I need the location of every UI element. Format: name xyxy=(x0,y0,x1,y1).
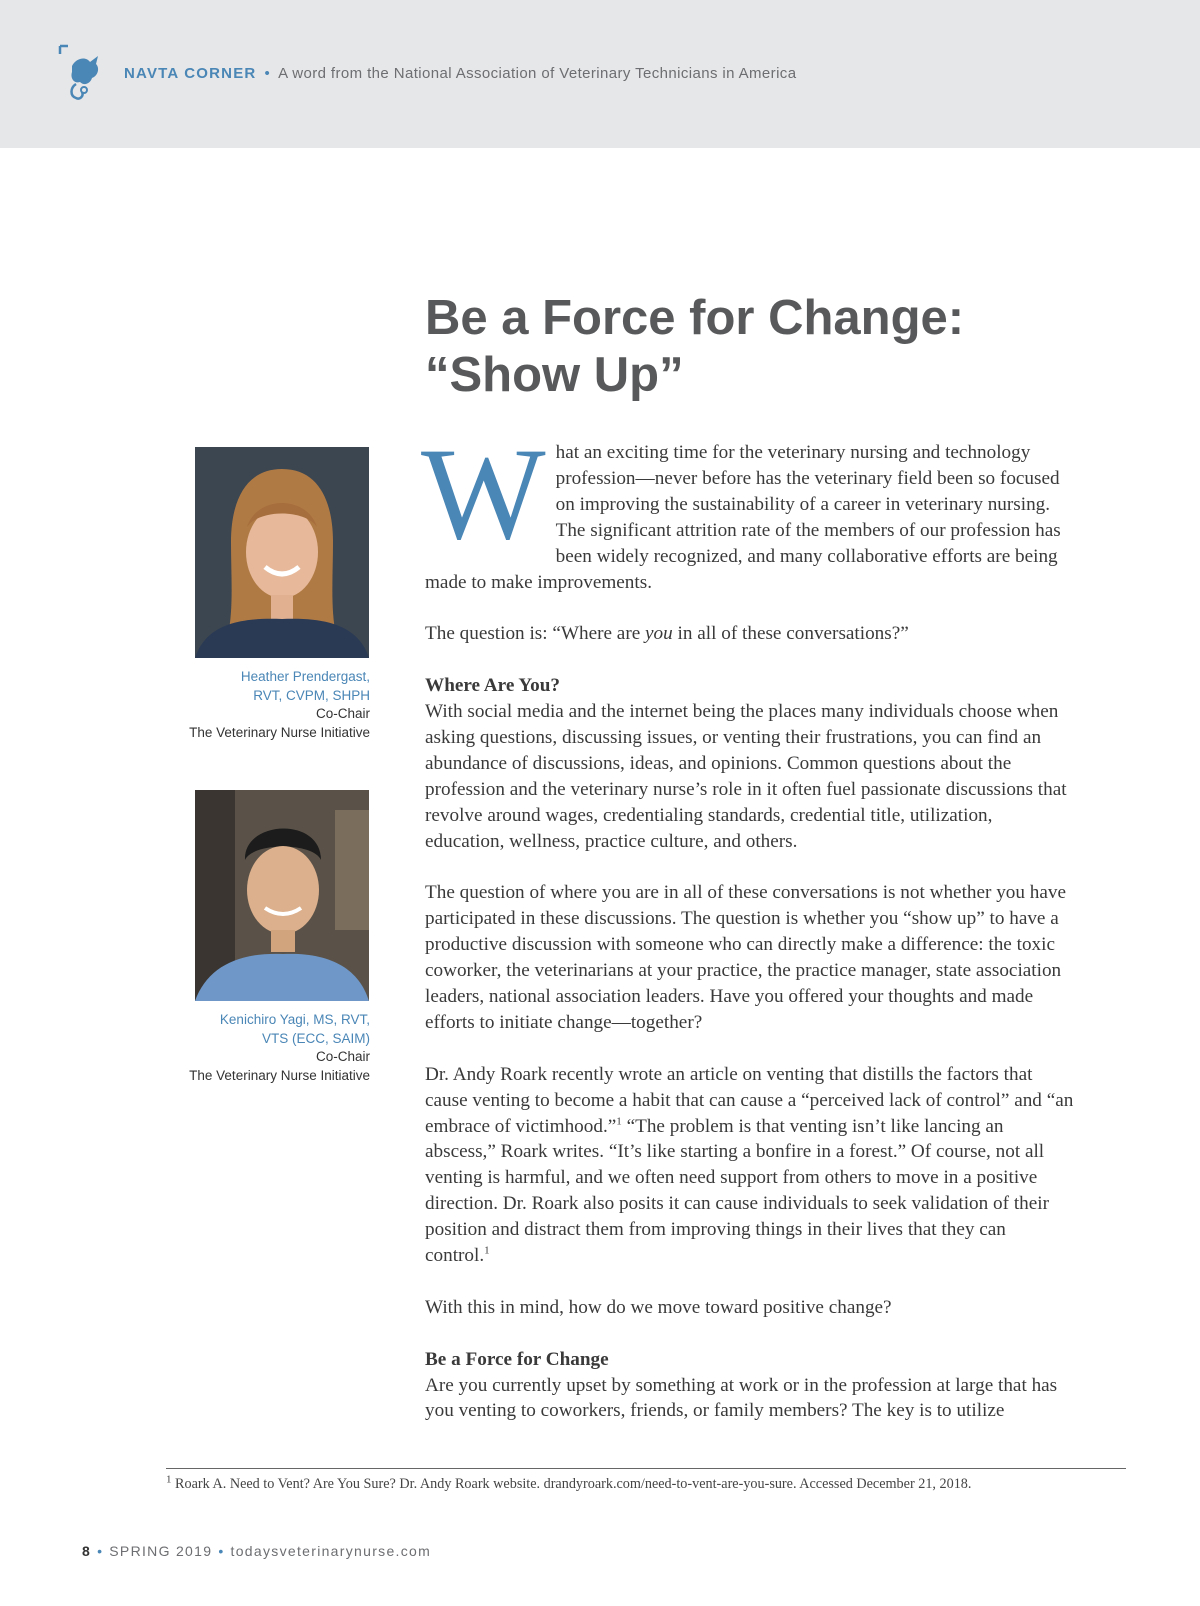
bio-org: The Veterinary Nurse Initiative xyxy=(189,1067,370,1083)
bio-role: Co-Chair xyxy=(315,1049,370,1064)
bio-role: Co-Chair xyxy=(315,706,370,721)
footnote-ref: 1 xyxy=(484,1244,490,1257)
issue-label: SPRING 2019 xyxy=(109,1543,213,1559)
heading-force-for-change: Be a Force for Change xyxy=(425,1348,609,1370)
page-footer xyxy=(82,1543,431,1559)
intro-text: hat an exciting time for the veterinary nursing and technology profession—never before has the veterinary field been so focused on improving the sustainability of a career in veterinary nursing. The significant attrition rate of the members of our profession has been widely recognized, and many collaborative efforts are being made to make improvements. xyxy=(425,442,1061,593)
author-photo-kenichiro xyxy=(195,790,369,1001)
question-emphasis: you xyxy=(645,623,673,645)
title-line-1: Be a Force for Change: xyxy=(425,291,965,345)
question-text-a: The question is: “Where are xyxy=(425,623,646,645)
roark-text-a: Dr. Andy Roark recently wrote an article on venting that distills the factors that cause venting to become a habit that can cause a “perceived lack of control” and “an embrace of victimhood.” xyxy=(425,1063,1074,1137)
header-band xyxy=(0,0,1200,148)
heading-where-are-you: Where Are You? xyxy=(425,675,561,697)
footnote-divider xyxy=(166,1468,1126,1469)
paragraph-roark xyxy=(425,1062,1075,1269)
paragraph-show-up: The question of where you are in all of these conversations is not whether you have participated in these discussions. The question is whether you “show up” to have a productive discussion with someone who can directly make a difference: the toxic coworker, the veterinarians at your practice, the practice manager, state association leaders, national association leaders. Have you offered your thoughts and made efforts to initiate change—together? xyxy=(425,882,1066,1033)
footnote-marker: 1 xyxy=(166,1473,172,1486)
question-paragraph xyxy=(425,621,1075,647)
footer-bullet: • xyxy=(218,1543,225,1559)
question-text-b: in all of these conversations?” xyxy=(672,623,909,645)
paragraph-social-media: With social media and the internet being the places many individuals choose when asking questions, discussing issues, or venting their frustrations, you can find an abundance of discussions, ideas, and opinions. Common questions about the profession and the veterinary nurse’s role in it often fuel passionate discussions that revolve around wages, credentialing standards, credential title, utilization, education, wellness, practice culture, and others. xyxy=(425,701,1067,852)
article-body xyxy=(421,420,1075,1450)
author-photo-heather xyxy=(195,447,369,658)
navta-corner-label: NAVTA CORNER xyxy=(124,65,257,82)
bio-name-line-1: Kenichiro Yagi, MS, RVT, xyxy=(219,1012,370,1027)
footnote xyxy=(166,1473,1126,1493)
drop-cap: W xyxy=(421,420,546,567)
footnote-text: Roark A. Need to Vent? Are You Sure? Dr. Andy Roark website. drandyroark.com/need-to-vent-are-you-sure. Accessed December 21, 2018. xyxy=(171,1476,972,1492)
footnote-ref: 1 xyxy=(616,1115,622,1128)
navta-logo-icon xyxy=(58,44,108,102)
footer-bullet: • xyxy=(97,1543,104,1559)
title-line-2: “Show Up” xyxy=(425,348,684,402)
header-tagline: A word from the National Association of Veterinary Technicians in America xyxy=(278,65,797,82)
bio-name-line-1: Heather Prendergast, xyxy=(240,669,370,684)
header-bullet: • xyxy=(264,65,271,82)
bio-name-line-2: VTS (ECC, SAIM) xyxy=(261,1030,370,1046)
paragraph-positive-change: With this in mind, how do we move toward positive change? xyxy=(425,1296,892,1318)
article-title xyxy=(425,290,1145,404)
page-number: 8 xyxy=(82,1543,92,1559)
paragraph-utilize: Are you currently upset by something at work or in the profession at large that has you venting to coworkers, friends, or family members? The key is to utilize xyxy=(425,1374,1058,1422)
bio-kenichiro xyxy=(150,1011,370,1085)
roark-text-b: “The problem is that venting isn’t like lancing an abscess,” Roark writes. “It’s like starting a bonfire in a forest.” Of course, not all venting is harmful, and we often need support from others to move in a positive direction. Dr. Roark also posits it can cause individuals to seek validation of their position and distract them from improving things in their lives that they can control. xyxy=(425,1115,1049,1267)
bio-name-line-2: RVT, CVPM, SHPH xyxy=(253,687,370,703)
site-link[interactable]: todaysveterinarynurse.com xyxy=(230,1543,432,1559)
bio-heather xyxy=(150,668,370,742)
bio-org: The Veterinary Nurse Initiative xyxy=(189,724,370,740)
intro-paragraph xyxy=(421,420,1075,595)
header-line xyxy=(124,65,796,82)
